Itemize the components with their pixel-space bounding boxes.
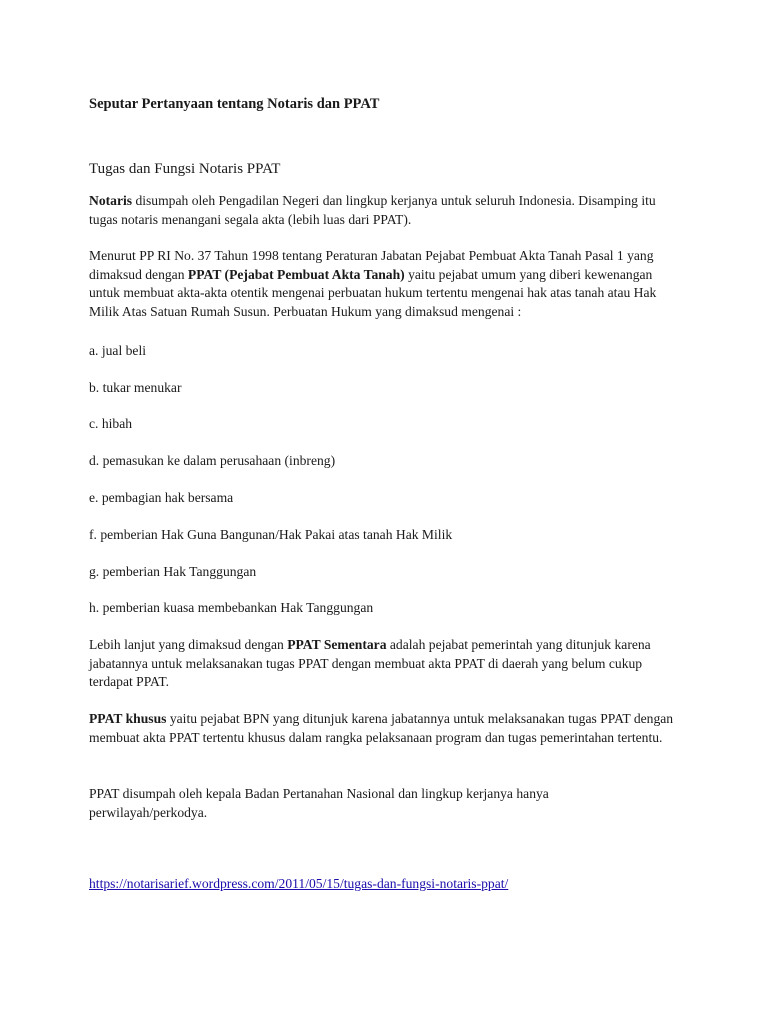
list-item: f. pemberian Hak Guna Bangunan/Hak Pakai atas tanah Hak Milik bbox=[89, 527, 453, 542]
section-heading: Tugas dan Fungsi Notaris PPAT bbox=[89, 161, 281, 177]
bold-term-notaris: Notaris bbox=[89, 193, 133, 208]
paragraph-text: yaitu pejabat umum yang diberi kewenangan untuk membuat akta-akta otentik mengenai perbuatan hukum tertentu mengenai hak atas tanah atau Hak Milik Atas Satuan Rumah Susun. Perbuatan Hukum yang dimaksud mengenai : bbox=[89, 266, 657, 319]
paragraph-text: Menurut PP RI No. 37 Tahun 1998 tentang Peraturan Jabatan Pejabat Pembuat Akta Tanah Pasal 1 yang dimaksud dengan bbox=[89, 248, 654, 282]
paragraph-ppat-sworn: PPAT disumpah oleh kepala Badan Pertanahan Nasional dan lingkup kerjanya hanya perwilayah/perkodya. bbox=[89, 786, 549, 820]
list-item: d. pemasukan ke dalam perusahaan (inbreng) bbox=[89, 453, 336, 468]
paragraph-text: Lebih lanjut yang dimaksud dengan bbox=[89, 637, 288, 652]
list-item: e. pembagian hak bersama bbox=[89, 490, 234, 505]
document-title: Seputar Pertanyaan tentang Notaris dan PPAT bbox=[89, 96, 380, 112]
paragraph-text: adalah pejabat pemerintah yang ditunjuk karena jabatannya untuk melaksanakan tugas PPAT dengan membuat akta PPAT di daerah yang belum cukup terdapat PPAT. bbox=[89, 637, 651, 689]
paragraph-ppat-khusus bbox=[89, 710, 679, 747]
list-item: a. jual beli bbox=[89, 343, 146, 358]
paragraph-ppat-sementara bbox=[89, 636, 679, 692]
paragraph-text: yaitu pejabat BPN yang ditunjuk karena jabatannya untuk melaksanakan tugas PPAT dengan membuat akta PPAT tertentu khusus dalam rangka pelaksanaan program dan tugas pemerintahan tertentu. bbox=[89, 711, 674, 745]
source-link[interactable]: https://notarisarief.wordpress.com/2011/05/15/tugas-dan-fungsi-notaris-ppat/ bbox=[89, 876, 509, 891]
paragraph-text: disumpah oleh Pengadilan Negeri dan lingkup kerjanya untuk seluruh Indonesia. Disamping itu tugas notaris menangani segala akta (lebih luas dari PPAT). bbox=[89, 193, 656, 227]
list-item: g. pemberian Hak Tanggungan bbox=[89, 564, 257, 579]
list-item: b. tukar menukar bbox=[89, 380, 182, 395]
list-item: h. pemberian kuasa membebankan Hak Tanggungan bbox=[89, 600, 374, 615]
paragraph-notaris bbox=[89, 192, 679, 229]
paragraph-ppat-definition bbox=[89, 247, 679, 321]
list-item: c. hibah bbox=[89, 416, 133, 431]
bold-term-ppat-sementara: PPAT Sementara bbox=[287, 637, 387, 652]
bold-term-ppat: PPAT (Pejabat Pembuat Akta Tanah) bbox=[187, 266, 405, 282]
bold-term-ppat-khusus: PPAT khusus bbox=[89, 711, 167, 726]
